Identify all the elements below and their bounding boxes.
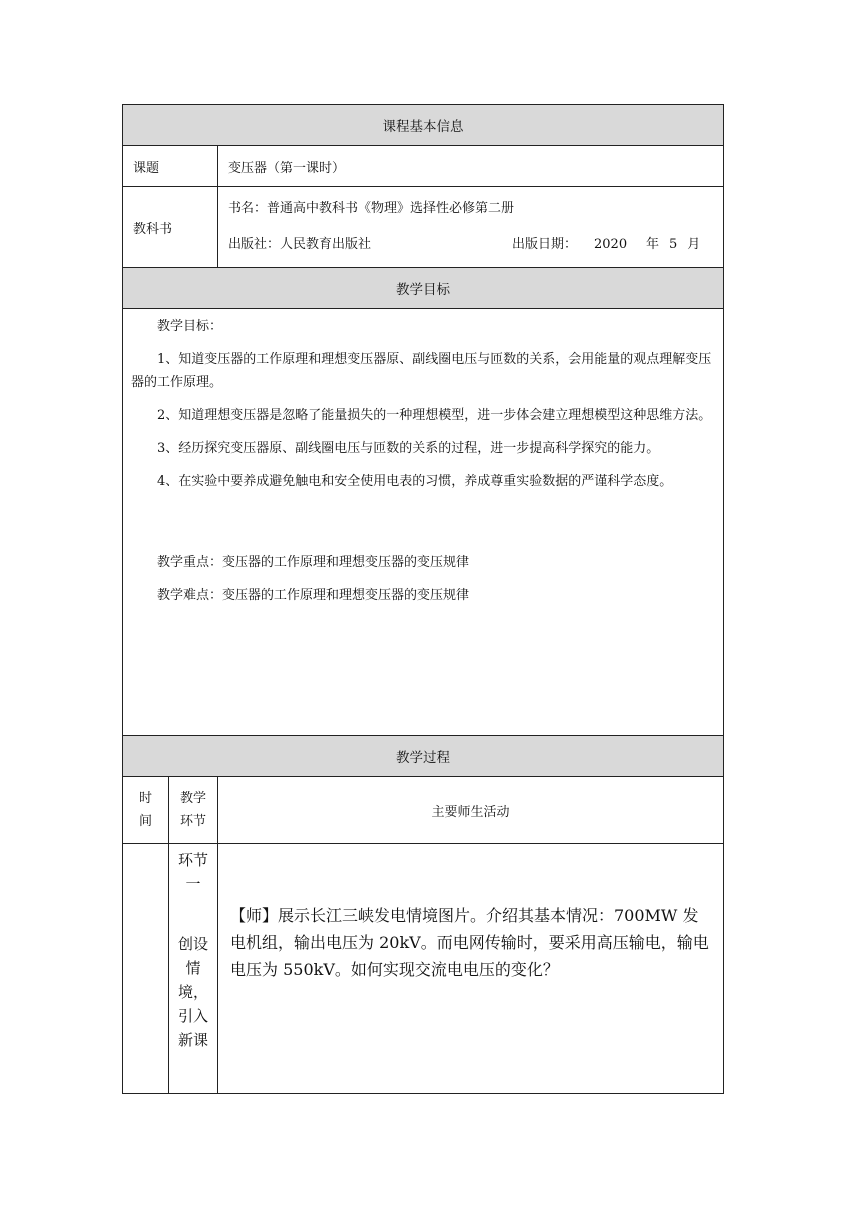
basic-info-title: 课程基本信息 <box>382 119 464 135</box>
objectives-heading: 教学目标： <box>157 319 223 334</box>
process-header <box>123 736 724 777</box>
step-header-line: 环节 <box>179 814 206 829</box>
key-point: 教学重点：变压器的工作原理和理想变压器的变压规律 <box>157 555 470 570</box>
step1-name-line: 环节 <box>177 851 208 869</box>
step-header-line: 教学 <box>179 791 206 806</box>
step1-desc-line: 境， <box>177 983 208 1001</box>
textbook-label-cell <box>123 187 218 268</box>
activity-column-header <box>218 777 724 844</box>
step1-desc-line: 情 <box>185 959 201 977</box>
step1-desc-line: 创设 <box>177 935 208 953</box>
basic-info-header <box>123 105 724 146</box>
step1-name-line: 一 <box>185 875 201 893</box>
objective-item: 4、在实验中要养成避免触电和安全使用电表的习惯，养成尊重实验数据的严谨科学态度。 <box>157 474 673 489</box>
objective-item: 2、知道理想变压器是忽略了能量损失的一种理想模型，进一步体会建立理想模型这种思维方法。 <box>157 408 712 423</box>
time-header-line: 时 <box>138 791 152 806</box>
step1-desc-line: 引入 <box>177 1007 208 1025</box>
activity-header: 主要师生活动 <box>431 804 510 820</box>
objectives-header <box>123 268 724 309</box>
publish-date-label: 出版日期： <box>512 237 578 252</box>
objective-item: 1、知道变压器的工作原理和理想变压器原、副线圈电压与匝数的关系，会用能量的观点理解变压器的工作原理。 <box>131 352 712 390</box>
topic-label: 课题 <box>133 160 160 176</box>
textbook-value-cell <box>218 187 724 268</box>
publish-month: 5 <box>669 237 678 252</box>
objective-item: 3、经历探究变压器原、副线圈电压与匝数的关系的过程，进一步提高科学探究的能力。 <box>157 441 660 456</box>
publisher-line <box>228 234 723 256</box>
textbook-label: 教科书 <box>133 221 173 237</box>
topic-label-cell <box>123 146 218 187</box>
step1-activity-cell <box>218 844 724 1094</box>
step-column-header <box>169 777 218 844</box>
process-title: 教学过程 <box>396 750 450 766</box>
time-header-line: 间 <box>138 814 152 829</box>
topic-value: 变压器（第一课时） <box>228 160 346 176</box>
book-name: 书名：普通高中教科书《物理》选择性必修第二册 <box>228 201 515 216</box>
difficulty: 教学难点：变压器的工作原理和理想变压器的变压规律 <box>157 588 470 603</box>
publisher: 出版社：人民教育出版社 <box>228 237 372 252</box>
time-column-header <box>123 777 169 844</box>
step1-desc-line: 新课 <box>177 1031 208 1049</box>
publish-year: 2020 <box>594 237 628 252</box>
topic-value-cell <box>218 146 724 187</box>
step1-name-cell <box>169 844 218 1094</box>
objectives-cell <box>123 309 724 736</box>
publish-month-unit: 月 <box>687 237 701 252</box>
step1-time-cell <box>123 844 169 1094</box>
publish-year-unit: 年 <box>646 237 660 252</box>
objectives-title: 教学目标 <box>396 282 450 298</box>
step1-activity-text: 【师】展示长江三峡发电情境图片。介绍其基本情况：700MW 发电机组，输出电压为 20kV。而电网传输时，要采用高压输电，输电电压为 550kV。如何实现交流电电压的变化？ <box>230 906 709 979</box>
lesson-plan-table <box>122 104 724 1094</box>
